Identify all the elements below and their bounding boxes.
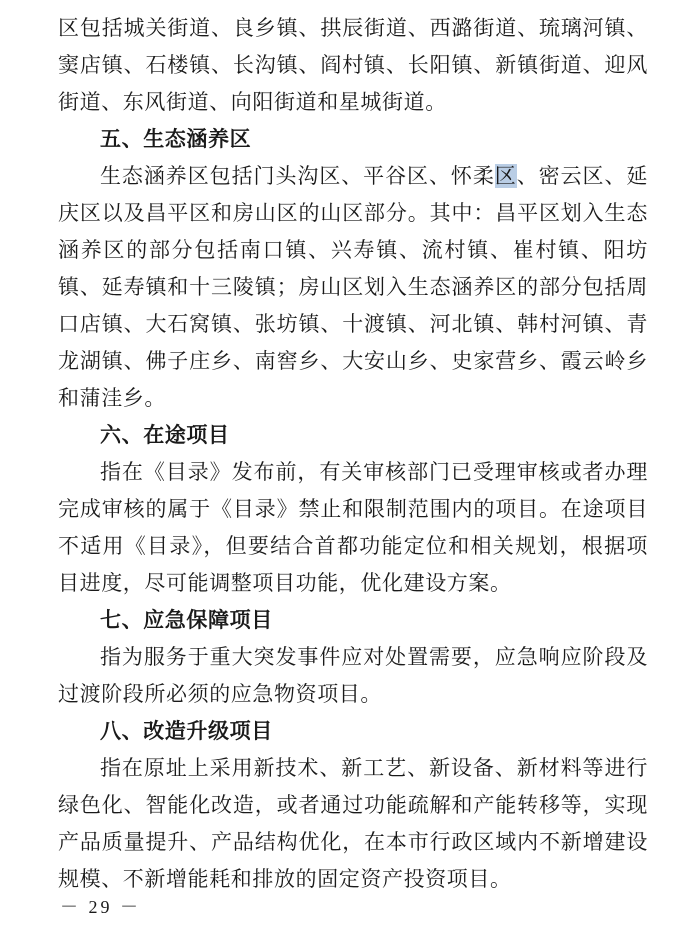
text-segment: 、密云区、延庆区以及昌平区和房山区的山区部分。其中：昌平区划入生态涵养区的部分包括南口镇、兴寿镇、流村镇、崔村镇、阳坊镇、延寿镇和十三陵镇；房山区划入生态涵养区的部分包括周口店镇、大石窝镇、张坊镇、十渡镇、河北镇、韩村河镇、青龙湖镇、佛子庄乡、南窖乡、大安山乡、史家营乡、霞云岭乡和蒲洼乡。 (58, 164, 648, 410)
section-heading-emergency-projects: 七、应急保障项目 (100, 608, 273, 632)
selected-text-highlight[interactable]: 区 (494, 164, 517, 188)
section-heading-ecological-conservation: 五、生态涵养区 (100, 127, 252, 151)
document-page (58, 10, 648, 898)
page-number: － 29 － (60, 897, 141, 917)
text-segment: 生态涵养区包括门头沟区、平谷区、怀柔 (100, 164, 495, 188)
section-heading-upgrade-projects: 八、改造升级项目 (100, 719, 273, 743)
paragraph-ecological-conservation (58, 158, 648, 417)
section-heading-in-progress-projects: 六、在途项目 (100, 423, 230, 447)
paragraph-in-progress-projects: 指在《目录》发布前，有关审核部门已受理审核或者办理完成审核的属于《目录》禁止和限制范围内的项目。在途项目不适用《目录》，但要结合首都功能定位和相关规划，根据项目进度，尽可能调整项目功能，优化建设方案。 (58, 460, 648, 595)
paragraph-district-list-continuation: 区包括城关街道、良乡镇、拱辰街道、西潞街道、琉璃河镇、窦店镇、石楼镇、长沟镇、阎村镇、长阳镇、新镇街道、迎风街道、东风街道、向阳街道和星城街道。 (58, 16, 648, 114)
paragraph-upgrade-projects: 指在原址上采用新技术、新工艺、新设备、新材料等进行绿色化、智能化改造，或者通过功能疏解和产能转移等，实现产品质量提升、产品结构优化，在本市行政区域内不新增建设规模、不新增能耗和排放的固定资产投资项目。 (58, 756, 648, 891)
paragraph-emergency-projects: 指为服务于重大突发事件应对处置需要，应急响应阶段及过渡阶段所必须的应急物资项目。 (58, 645, 648, 706)
